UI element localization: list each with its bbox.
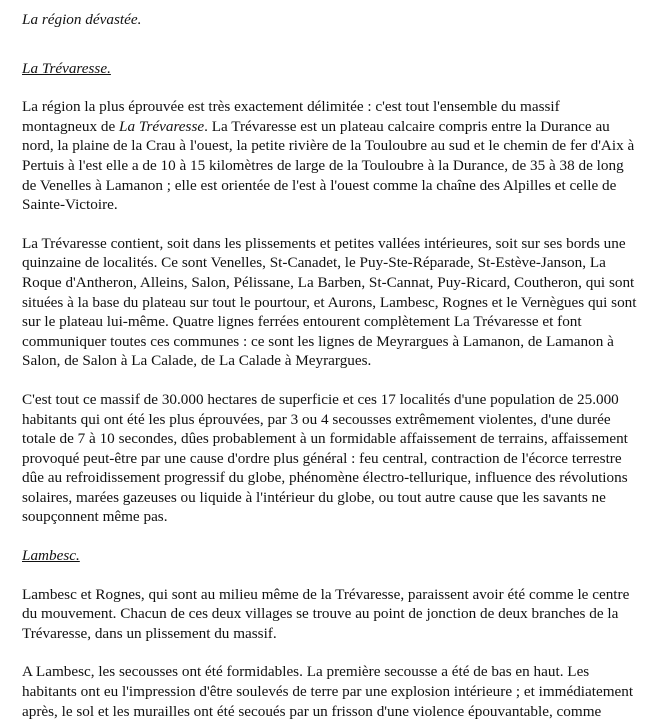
- paragraph-lambesc-1: Lambesc et Rognes, qui sont au milieu même de la Trévaresse, paraissent avoir été comme le centre du mouvement. Chacun de ces deux villages se trouve au point de jonction de deux branches de la Trévaresse, dans un plissement du massif.: [22, 585, 630, 642]
- paragraph-trevaresse-3: C'est tout ce massif de 30.000 hectares de superficie et ces 17 localités d'une population de 25.000 habitants qui ont été les plus éprouvées, par 3 ou 4 secousses extrêmement violentes, d'une durée totale de 7 à 10 secondes, dûes probablement à un formidable affaissement de terrains, affaissement provoqué peut-être par une cause d'ordre plus général : feu central, contraction de l'écorce terrestre dûe au refroidissement progressif du globe, phénomène électro-tellurique, influence des révolutions solaires, marées gazeuses ou liquide à l'intérieur du globe, ou tout autre cause que les savants ne soupçonnent même pas.: [22, 390, 628, 526]
- paragraph-text: La région la plus éprouvée est très exactement délimitée : c'est tout l'ensemble du massif montagneux de: [22, 98, 560, 135]
- paragraph-trevaresse-1: [22, 97, 638, 215]
- section-heading-trevaresse: La Trévaresse.: [22, 59, 111, 77]
- section-heading-lambesc: Lambesc.: [22, 547, 80, 565]
- paragraph-trevaresse-2: La Trévaresse contient, soit dans les plissements et petites vallées intérieures, soit sur ses bords une quinzaine de localités. Ce sont Venelles, St-Canadet, le Puy-Ste-Réparade, St-Estève-Janson, La Roque d'Antheron, Alleins, Salon, Pélissane, La Barben, St-Cannat, Puy-Ricard, Coutheron, qui sont situées à la base du plateau sur tout le pourtour, et Aurons, Lambesc, Rognes et le Vernègues qui sont sur le plateau lui-même. Quatre lignes ferrées entourent complètement La Trévaresse et font communiquer toutes ces communes : ce sont les lignes de Meyrargues à Lamanon, de Lamanon à Salon, de Salon à La Calade, de La Calade à Meyrargues.: [22, 234, 637, 370]
- paragraph-text: . La Trévaresse est un plateau calcaire compris entre la Durance au nord, la plaine de la Crau à l'ouest, la petite rivière de la Touloubre au sud et le chemin de fer d'Aix à Pertuis à l'est elle a de 10 à 15 kilomètres de large de la Touloubre à la Durance, de 35 à 38 de long de Venelles à Lamanon ; elle est orientée de l'est à l'ouest comme la chaîne des Alpilles et celle de Sainte-Victoire.: [22, 117, 635, 214]
- document-title: La région dévastée.: [22, 11, 142, 28]
- emphasis-text: La Trévaresse: [119, 117, 205, 135]
- paragraph-lambesc-2: A Lambesc, les secousses ont été formidables. La première secousse a été de bas en haut. Les habitants ont eu l'impression d'être soulevés de terre par une explosion intérieure ; et immédiatement après, le sol et les murailles ont été secoués par un frisson d'une violence épouvantable, comme: [22, 663, 634, 720]
